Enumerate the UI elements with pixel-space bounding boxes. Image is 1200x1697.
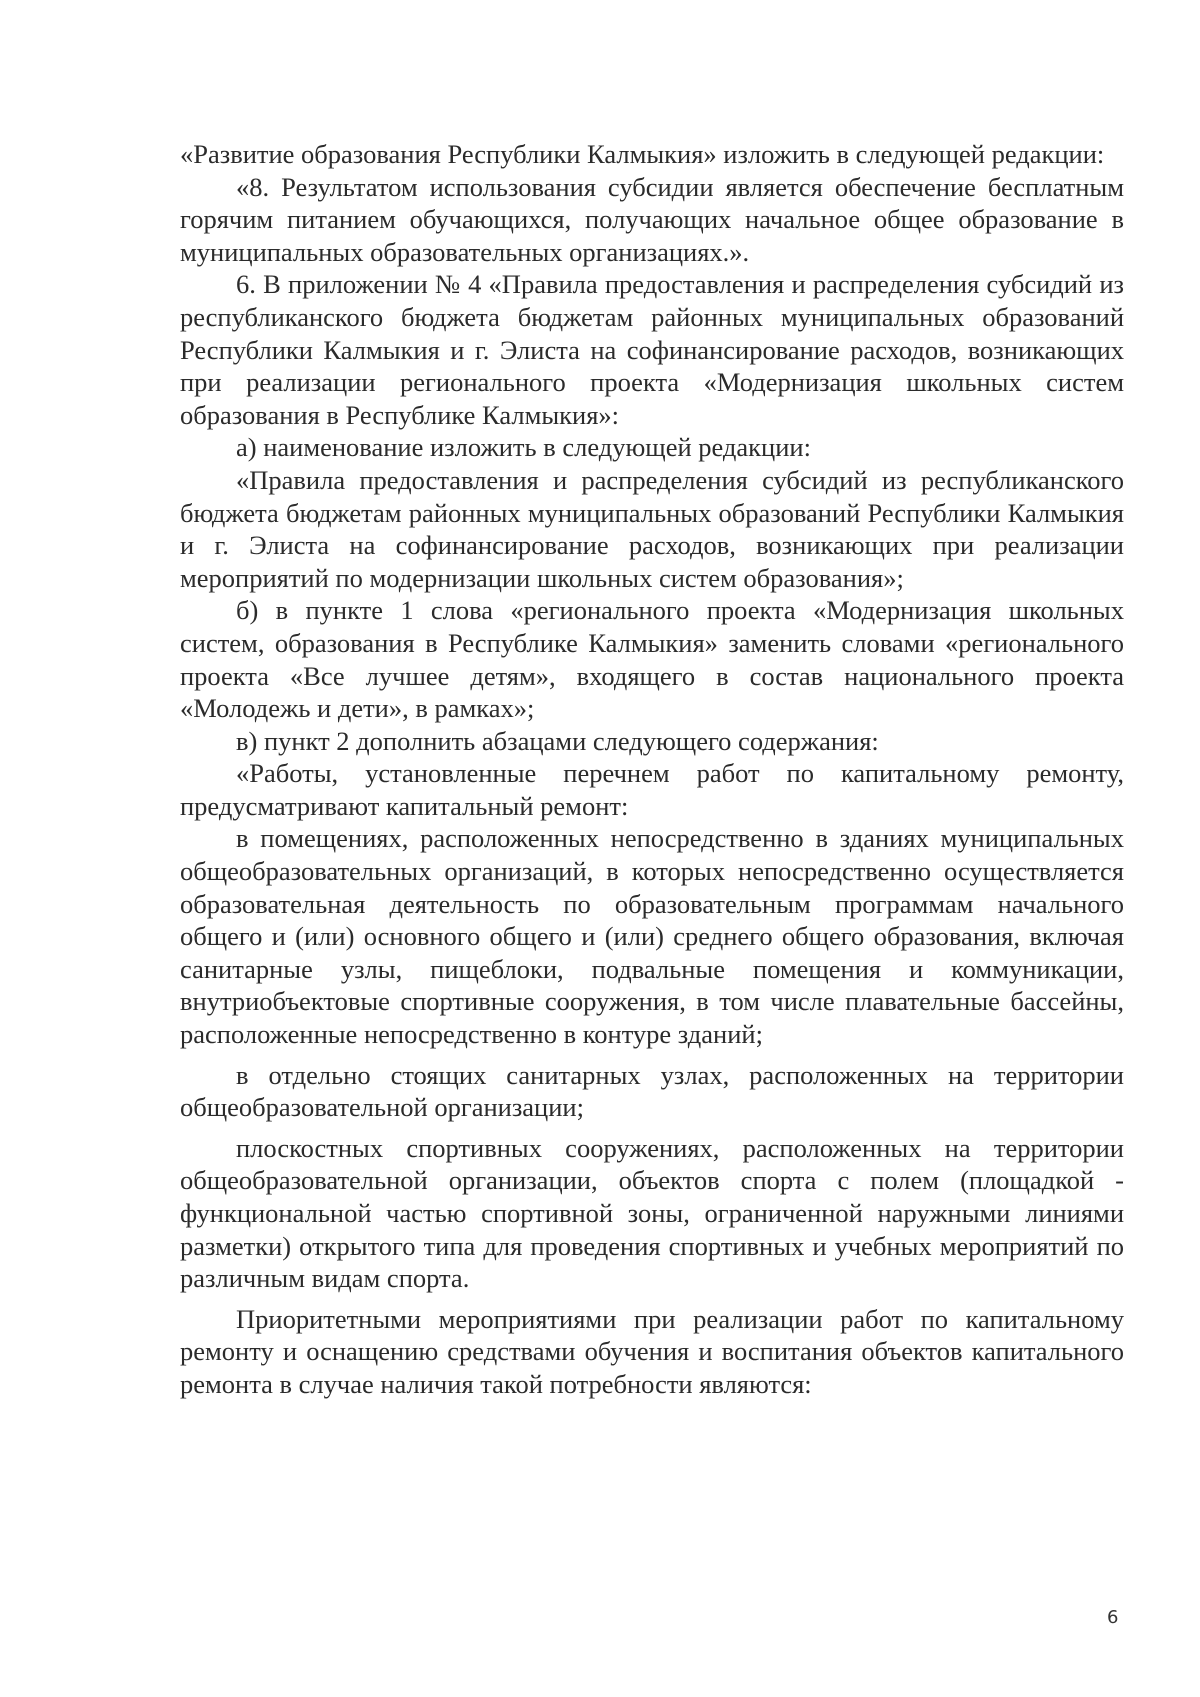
paragraph-item-8: «8. Результатом использования субсидии является обеспечение бесплатным горячим питанием обучающихся, получающих начальное общее образование в муниципальных образовательных организациях.».	[180, 171, 1124, 267]
document-body	[180, 138, 1124, 1401]
paragraph-continuation: «Развитие образования Республики Калмыкия» изложить в следующей редакции:	[180, 139, 1105, 169]
paragraph-works-sanitary: в отдельно стоящих санитарных узлах, расположенных на территории общеобразовательной организации;	[180, 1059, 1124, 1123]
paragraph-item-6: 6. В приложении № 4 «Правила предоставления и распределения субсидий из республиканского бюджета бюджетам районных муниципальных образований Республики Калмыкия и г. Элиста на софинансирование расходов, возникающих при реализации регионального проекта «Модернизация школьных систем образования в Республике Калмыкия»:	[180, 269, 1124, 430]
paragraph-works-sports: плоскостных спортивных сооружениях, расположенных на территории общеобразовательной организации, объектов спорта с полем (площадкой - функциональной частью спортивной зоны, ограниченной наружными линиями разметки) открытого типа для проведения спортивных и учебных мероприятий по различным видам спорта.	[180, 1132, 1124, 1294]
paragraph-works-intro: «Работы, установленные перечнем работ по капитальному ремонту, предусматривают капитальный ремонт:	[180, 758, 1124, 821]
paragraph-subitem-b: б) в пункте 1 слова «регионального проекта «Модернизация школьных систем, образования в Республике Калмыкия» заменить словами «регионального проекта «Все лучшее детям», входящего в состав национального проекта «Молодежь и дети», в рамках»;	[180, 595, 1124, 724]
paragraph-priorities: Приоритетными мероприятиями при реализации работ по капитальному ремонту и оснащению средствами обучения и воспитания объектов капитального ремонта в случае наличия такой потребности являются:	[180, 1303, 1124, 1399]
paragraph-new-title: «Правила предоставления и распределения субсидий из республиканского бюджета бюджетам районных муниципальных образований Республики Калмыкия и г. Элиста на софинансирование расходов, возникающих при реализации мероприятий по модернизации школьных систем образования»;	[180, 464, 1124, 593]
page-number: 6	[1107, 1607, 1119, 1628]
paragraph-subitem-a: а) наименование изложить в следующей редакции:	[236, 432, 811, 463]
paragraph-works-premises: в помещениях, расположенных непосредственно в зданиях муниципальных общеобразовательных организаций, в которых непосредственно осуществляется образовательная деятельность по образовательным программам начального общего и (или) основного общего и (или) среднего общего образования, включая санитарные узлы, пищеблоки, подвальные помещения и коммуникации, внутриобъектовые спортивные сооружения, в том числе плавательные бассейны, расположенные непосредственно в контуре зданий;	[180, 823, 1124, 1050]
paragraph-subitem-v: в) пункт 2 дополнить абзацами следующего содержания:	[236, 725, 879, 756]
